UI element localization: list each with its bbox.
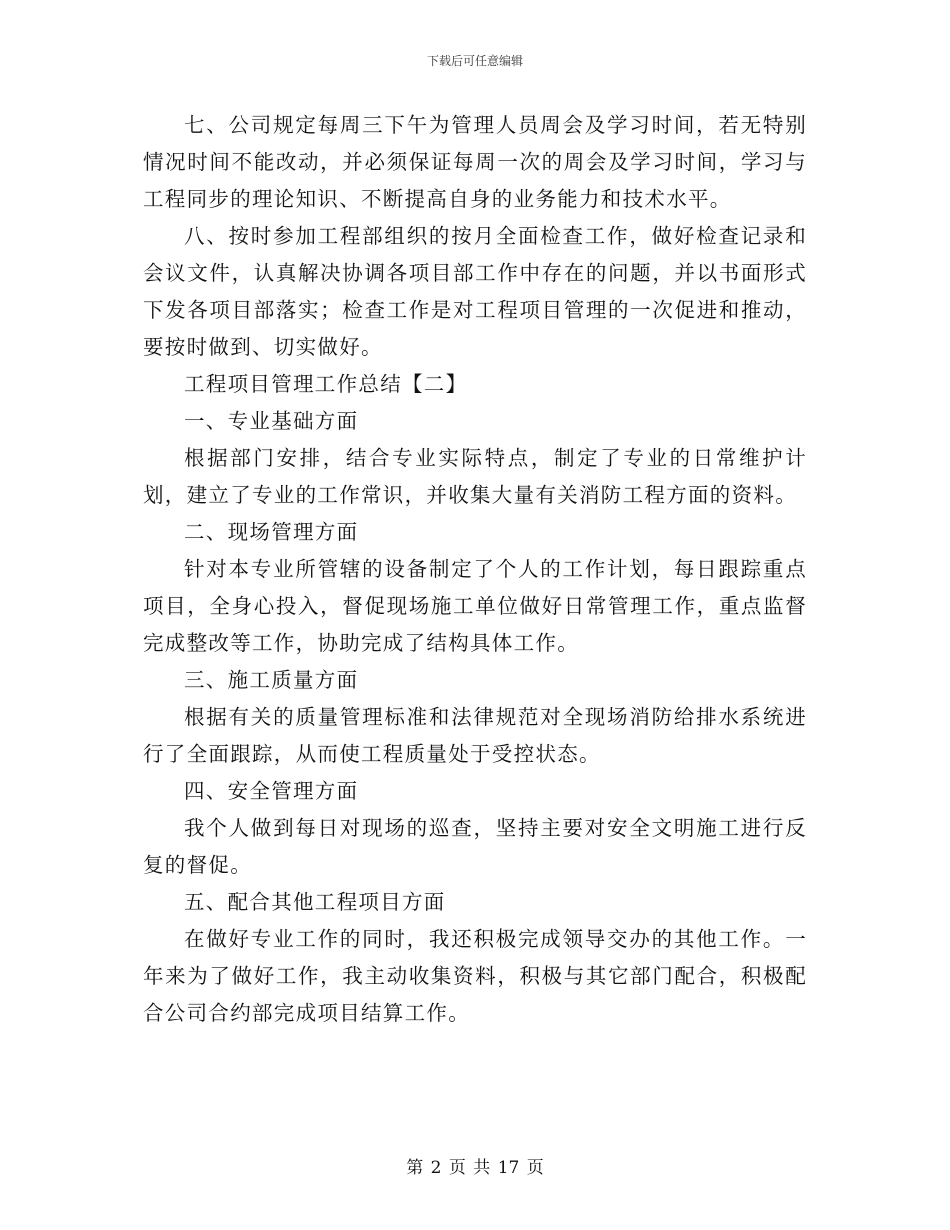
page-header: 下载后可任意编辑 xyxy=(426,54,523,68)
document-body xyxy=(143,107,807,1032)
heading-construction-quality: 三、施工质量方面 xyxy=(184,668,359,692)
heading-professional-basis: 一、专业基础方面 xyxy=(184,409,359,433)
paragraph-7: 七、公司规定每周三下午为管理人员周会及学习时间，若无特别情况时间不能改动，并必须保证每周一次的周会及学习时间，学习与工程同步的理论知识、不断提高自身的业务能力和技术水平。 xyxy=(143,113,807,211)
heading-site-management: 二、现场管理方面 xyxy=(184,520,359,544)
section-title: 工程项目管理工作总结【二】 xyxy=(184,372,468,396)
page-number: 第 2 页 共 17 页 xyxy=(406,1158,544,1178)
heading-other-projects: 五、配合其他工程项目方面 xyxy=(184,890,446,914)
paragraph-site-management: 针对本专业所管辖的设备制定了个人的工作计划，每日跟踪重点项目，全身心投入，督促现场施工单位做好日常管理工作，重点监督完成整改等工作，协助完成了结构具体工作。 xyxy=(143,557,807,655)
paragraph-construction-quality: 根据有关的质量管理标准和法律规范对全现场消防给排水系统进行了全面跟踪，从而使工程质量处于受控状态。 xyxy=(143,705,807,766)
paragraph-8: 八、按时参加工程部组织的按月全面检查工作，做好检查记录和会议文件，认真解决协调各项目部工作中存在的问题，并以书面形式下发各项目部落实；检查工作是对工程项目管理的一次促进和推动，要按时做到、切实做好。 xyxy=(143,224,807,359)
paragraph-professional-basis: 根据部门安排，结合专业实际特点，制定了专业的日常维护计划，建立了专业的工作常识，并收集大量有关消防工程方面的资料。 xyxy=(143,446,807,507)
paragraph-safety-management: 我个人做到每日对现场的巡查，坚持主要对安全文明施工进行反复的督促。 xyxy=(143,816,807,877)
heading-safety-management: 四、安全管理方面 xyxy=(184,779,359,803)
paragraph-other-projects: 在做好专业工作的同时，我还积极完成领导交办的其他工作。一年来为了做好工作，我主动收集资料，积极与其它部门配合，积极配合公司合约部完成项目结算工作。 xyxy=(143,927,807,1025)
